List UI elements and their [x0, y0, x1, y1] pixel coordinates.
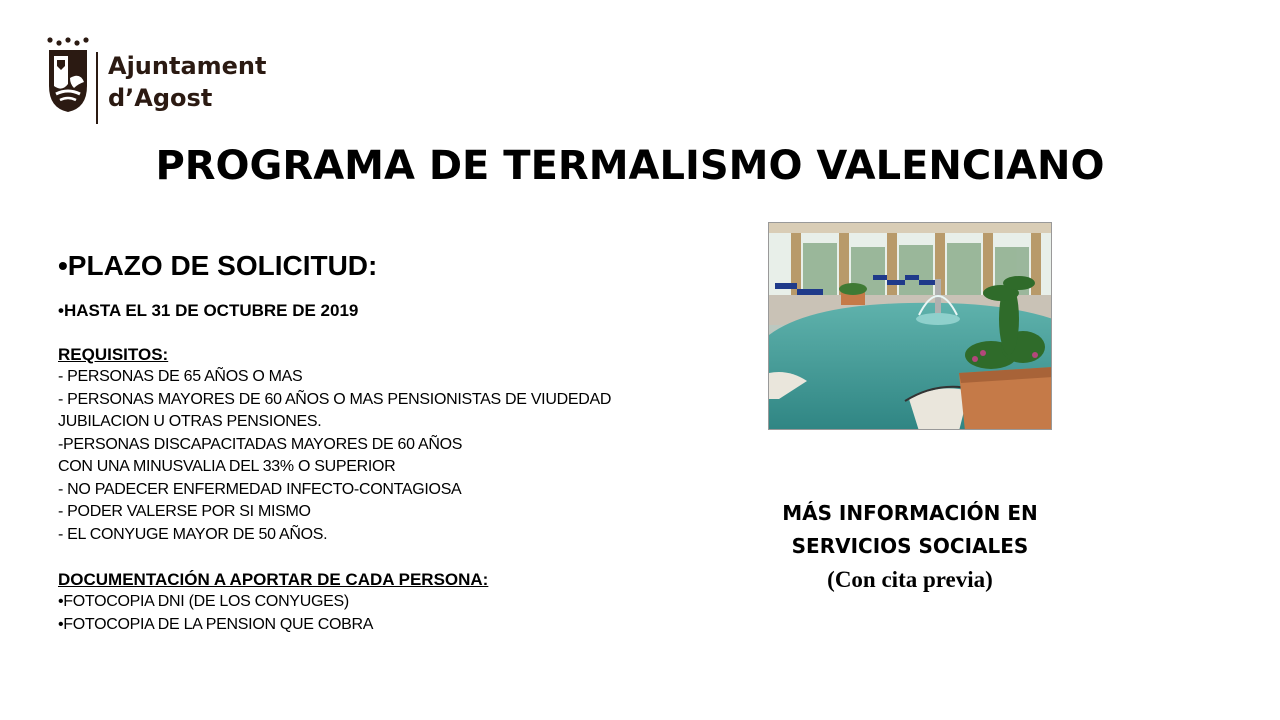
- coat-of-arms-icon: [46, 36, 90, 118]
- page-title: PROGRAMA DE TERMALISMO VALENCIANO: [155, 143, 1105, 189]
- pool-illustration: [769, 223, 1052, 430]
- list-item: - PODER VALERSE POR SI MISMO: [58, 503, 311, 520]
- list-item: - EL CONYUGE MAYOR DE 50 AÑOS.: [58, 525, 328, 543]
- requisitos-heading: REQUISITOS:: [58, 345, 169, 364]
- logo-line-1: Ajuntament: [108, 52, 267, 80]
- plazo-heading: •PLAZO DE SOLICITUD:: [58, 250, 378, 281]
- info-line-1: MÁS INFORMACIÓN EN: [782, 501, 1038, 525]
- plazo-date: •HASTA EL 31 DE OCTUBRE DE 2019: [58, 301, 359, 320]
- logo-divider: [96, 52, 98, 124]
- list-item: JUBILACION U OTRAS PENSIONES.: [58, 413, 322, 430]
- pool-photo: [768, 222, 1052, 430]
- info-appointment: (Con cita previa): [827, 567, 993, 592]
- requisitos-list: [58, 366, 758, 546]
- documentacion-heading: DOCUMENTACIÓN A APORTAR DE CADA PERSONA:: [58, 570, 489, 589]
- list-item: - PERSONAS MAYORES DE 60 AÑOS O MAS PENSIONISTAS DE VIUDEDAD: [58, 390, 612, 408]
- documentacion-list: [58, 591, 758, 636]
- list-item: - PERSONAS DE 65 AÑOS O MAS: [58, 368, 303, 385]
- more-info: [760, 497, 1060, 597]
- logo-line-2: d’Agost: [108, 84, 213, 112]
- list-item: CON UNA MINUSVALIA DEL 33% O SUPERIOR: [58, 458, 396, 475]
- logo-text: [108, 50, 266, 114]
- list-item: -PERSONAS DISCAPACITADAS MAYORES DE 60 AÑOS: [58, 435, 463, 453]
- logo: [46, 36, 266, 118]
- list-item: •FOTOCOPIA DNI (DE LOS CONYUGES): [58, 593, 349, 610]
- content-column: [58, 248, 758, 636]
- info-line-2: SERVICIOS SOCIALES: [791, 534, 1029, 558]
- list-item: •FOTOCOPIA DE LA PENSION QUE COBRA: [58, 615, 374, 633]
- list-item: - NO PADECER ENFERMEDAD INFECTO-CONTAGIOSA: [58, 480, 462, 498]
